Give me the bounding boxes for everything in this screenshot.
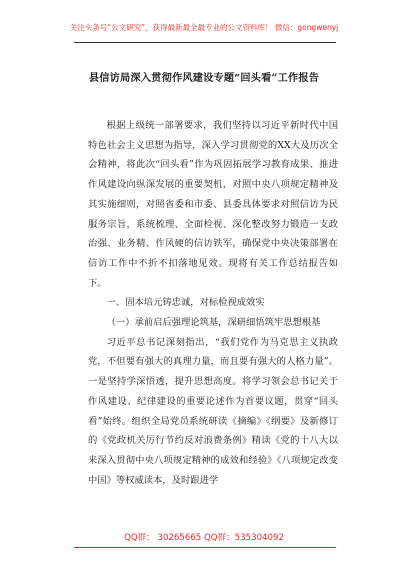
intro-paragraph: 根据上级统一部署要求，我们坚持以习近平新时代中国特色社会主义思想为指导，深入学习贯彻党的XX大及历次全会精神，将此次“回头看”作为巩固拓展学习教育成果、推进作风建设向纵深发展的重要契机，对照中央八项规定精神及其实施细则，对照省委和市委、县委具体要求对照信访为民服务宗旨，系统梳理、全面检视、深化整改努力锻造一支政治强、业务精、作风硬的信访铁军，确保党中央决策部署在信访工作中不折不扣落地见效。现将有关工作总结报告如下。 [88,120,338,289]
header-note: 关注头条号“公文研究”，获得最新最全最专业的公文资料库！ 微信：gongwenyj [69,23,339,32]
footer-contact: QQ群： 30265665 QQ群：535304092 [124,533,284,543]
section-heading: 一、固本培元铸忠诚，对标检视成效实 [106,297,265,309]
footer-divider [74,547,336,548]
document-body [88,116,338,490]
header-divider [74,42,336,43]
document-title: 县信访局深入贯彻作风建设专题“回头看”工作报告 [88,72,320,84]
body-paragraph: 习近平总书记深刻指出，“我们党作为马克思主义执政党，不但要有强大的真理力量，而且要有强大的人格力量”。一是坚持学深悟透，提升思想高度。将学习领会总书记关于作风建设、纪律建设的重要论述作为首要议题，贯穿“回头看”始终。组织全局党员系统研读《摘编》《纲要》及新修订的《党政机关厉行节约反对浪费条例》精读《党的十八大以来深入贯彻中央八项规定精神的成效和经验》《八项规定改变中国》等权威读本，及时跟进学 [88,336,338,486]
subsection-heading: （一）承前启后强理论筑基，深研细悟筑牢思想根基 [106,317,321,329]
